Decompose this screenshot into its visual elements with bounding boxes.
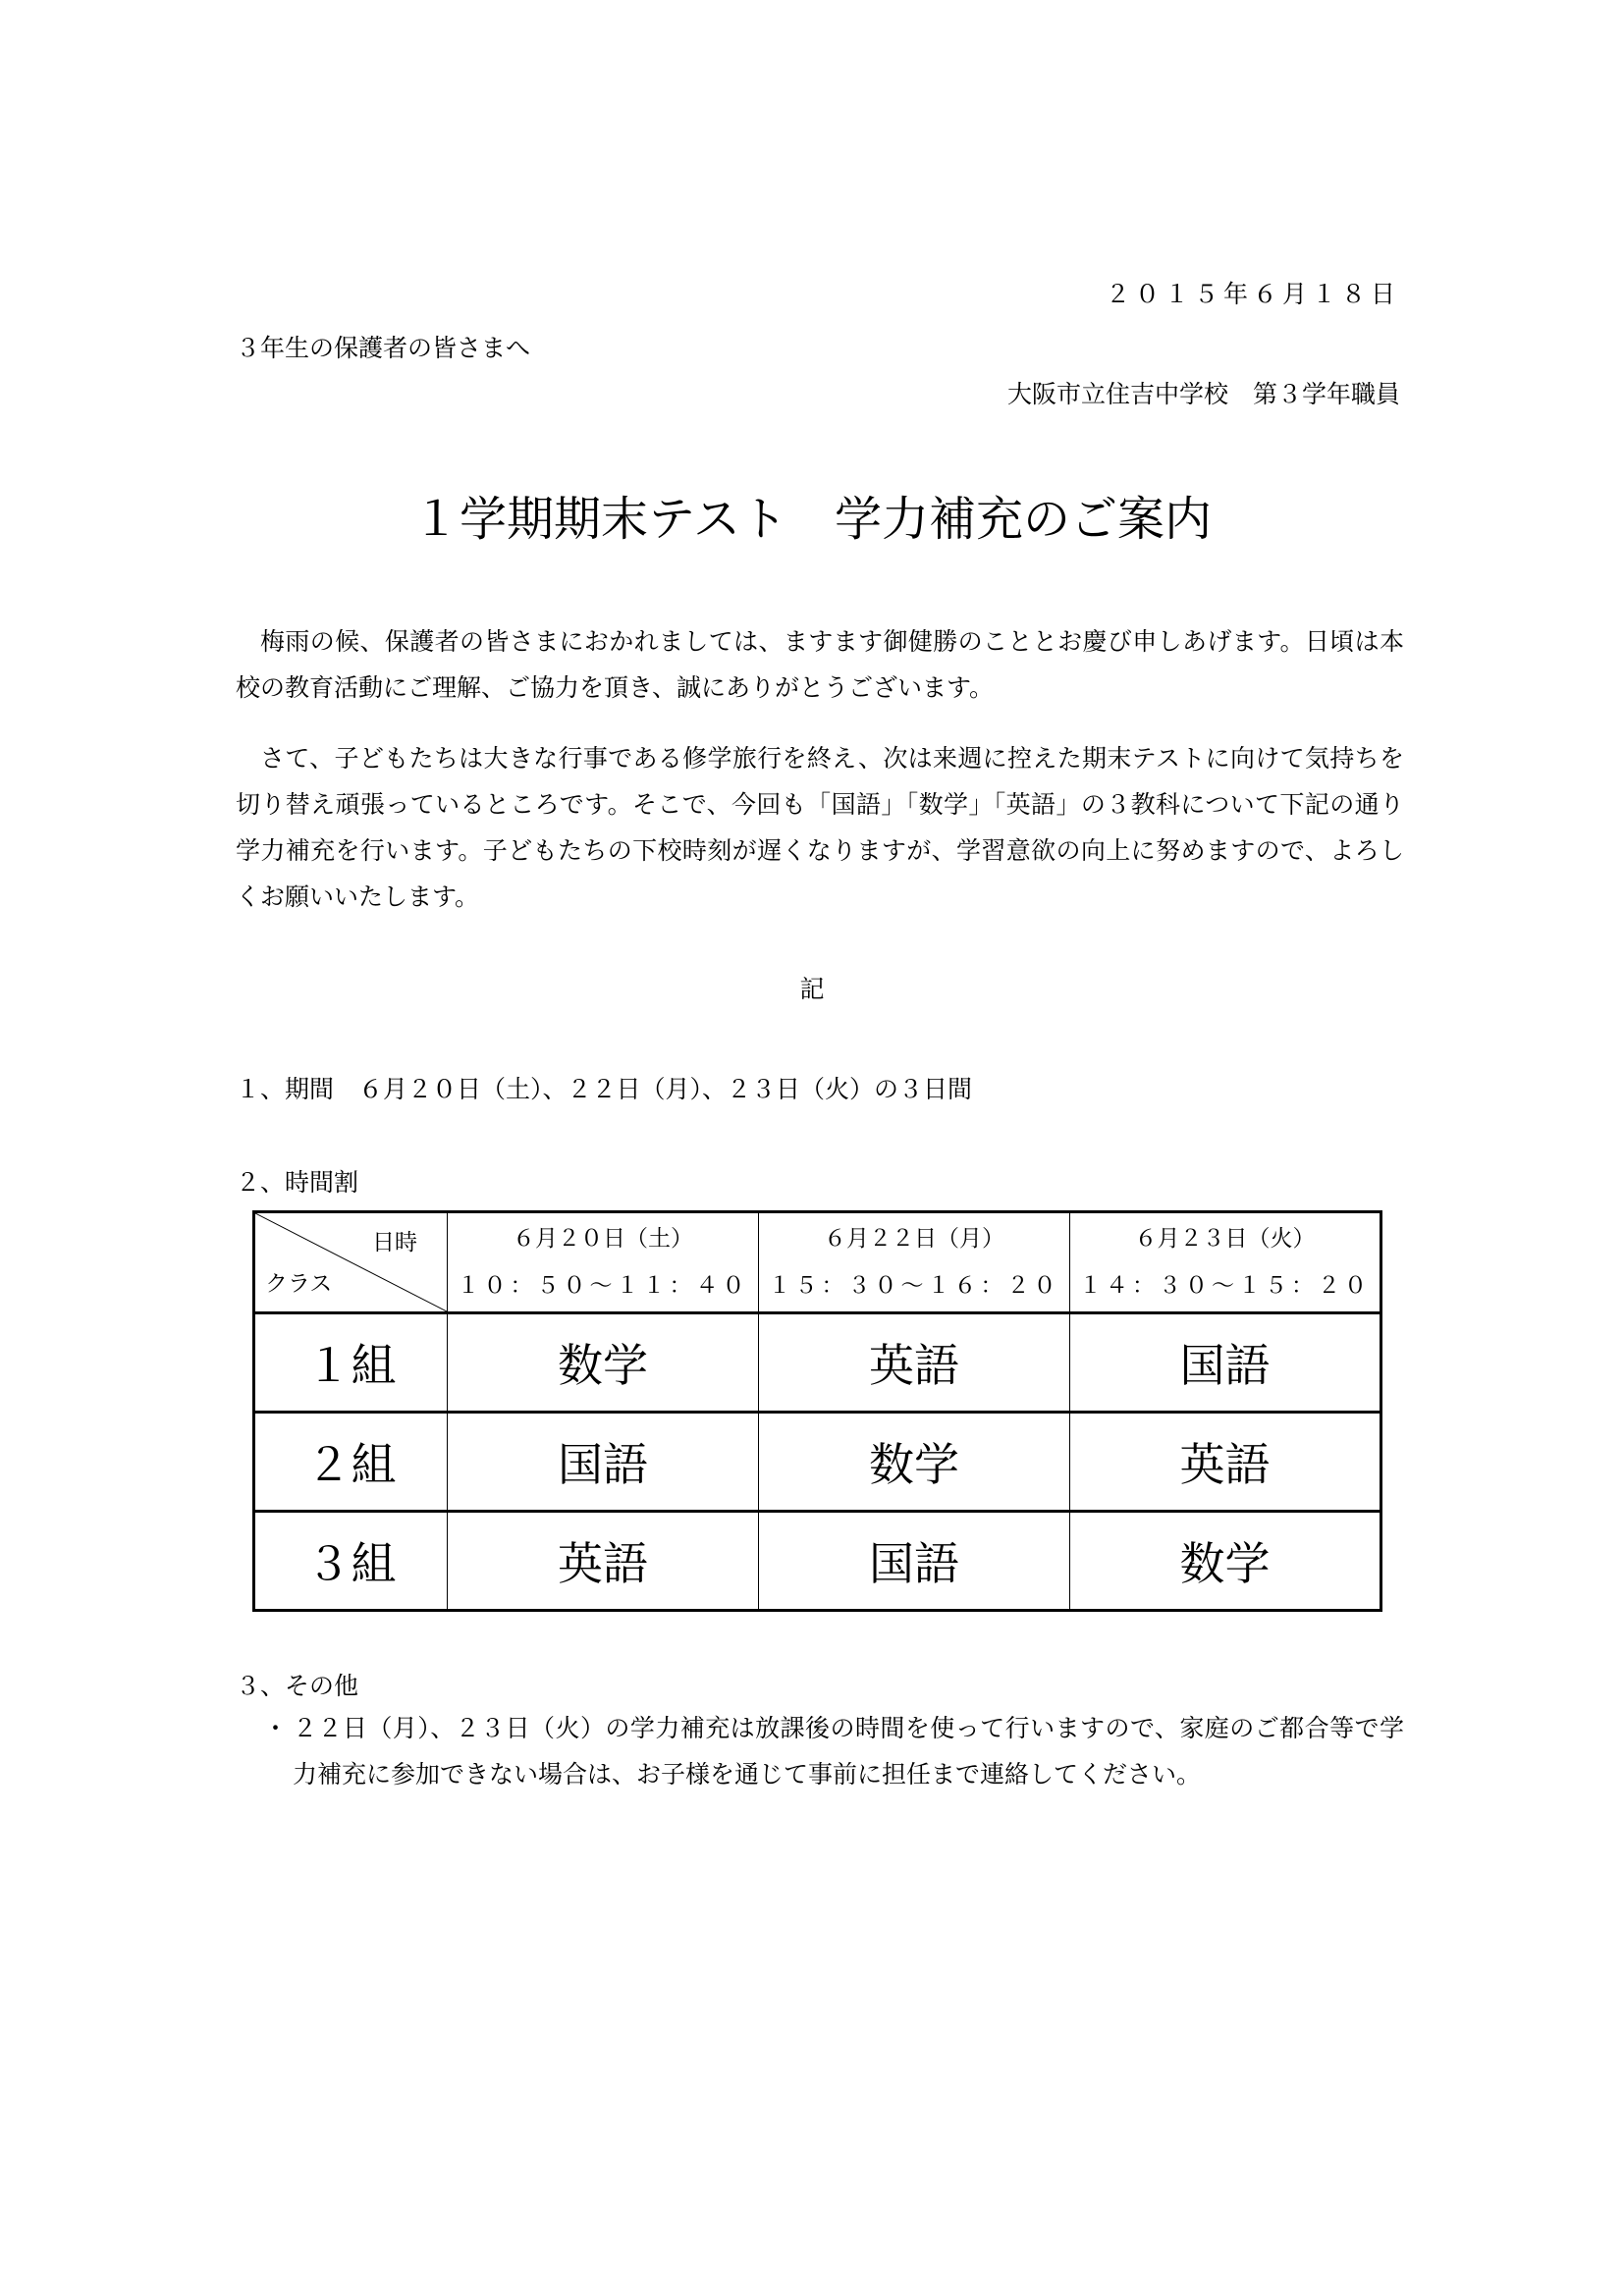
section-timetable-heading: ２、時間割: [236, 1168, 359, 1197]
greeting-paragraph: [236, 618, 1404, 711]
section-period: １、期間 ６月２０日（土）、２２日（月）、２３日（火）の３日間: [236, 1075, 973, 1103]
column-date: ６月２３日（火）: [1134, 1226, 1316, 1252]
timetable-corner-cell: [254, 1212, 448, 1313]
ki-heading: 記: [799, 975, 825, 1003]
note-text: ２２日（月）、２３日（火）の学力補充は放課後の時間を使って行いますので、家庭のご都合等で学力補充に参加できない場合は、お子様を通じて事前に担任まで連絡してください。: [293, 1714, 1404, 1789]
corner-label-class: クラス: [265, 1271, 333, 1297]
subject-cell: 数学: [759, 1413, 1070, 1512]
other-note: [263, 1705, 1404, 1797]
greeting-text: 梅雨の候、保護者の皆さまにおかれましては、ますます御健勝のこととお慶び申しあげます。日頃は本校の教育活動にご理解、ご協力を頂き、誠にありがとうございます。: [236, 627, 1404, 702]
subject-cell: 英語: [1070, 1413, 1381, 1512]
corner-label-datetime: 日時: [372, 1230, 417, 1255]
column-header: [448, 1212, 759, 1313]
column-time: １４：３０～１５：２０: [1079, 1273, 1371, 1299]
column-date: ６月２２日（月）: [824, 1226, 1004, 1252]
bullet-icon: ・: [263, 1714, 289, 1742]
table-row: [254, 1313, 1381, 1413]
subject-cell: 数学: [448, 1313, 759, 1413]
column-header: [1070, 1212, 1381, 1313]
column-time: １５：３０～１６：２０: [768, 1273, 1060, 1299]
subject-cell: 数学: [1070, 1512, 1381, 1611]
subject-cell: 英語: [448, 1512, 759, 1611]
class-cell: ２組: [254, 1413, 448, 1512]
table-row: [254, 1512, 1381, 1611]
document-date: ２０１５年６月１８日: [1105, 280, 1400, 308]
subject-cell: 国語: [759, 1512, 1070, 1611]
sender-line: 大阪市立住吉中学校 第３学年職員: [1006, 380, 1400, 408]
column-date: ６月２０日（土）: [513, 1226, 693, 1252]
class-cell: ３組: [254, 1512, 448, 1611]
subject-cell: 国語: [448, 1413, 759, 1512]
table-row: [254, 1413, 1381, 1512]
class-cell: １組: [254, 1313, 448, 1413]
column-time: １０：５０～１１：４０: [457, 1273, 749, 1299]
announcement-paragraph: [236, 735, 1404, 920]
document-title: １学期期末テスト 学力補充のご案内: [411, 492, 1213, 547]
subject-cell: 英語: [759, 1313, 1070, 1413]
timetable: [252, 1210, 1382, 1612]
timetable-header-row: [254, 1212, 1381, 1313]
section-other-heading: ３、その他: [236, 1672, 359, 1700]
column-header: [759, 1212, 1070, 1313]
announcement-text: さて、子どもたちは大きな行事である修学旅行を終え、次は来週に控えた期末テストに向けて気持ちを切り替え頑張っているところです。そこで、今回も「国語」「数学」「英語」の３教科について下記の通り学力補充を行います。子どもたちの下校時刻が遅くなりますが、学習意欲の向上に努めますので、よろしくお願いいたします。: [236, 744, 1404, 911]
subject-cell: 国語: [1070, 1313, 1381, 1413]
recipient-line: ３年生の保護者の皆さまへ: [236, 334, 531, 362]
